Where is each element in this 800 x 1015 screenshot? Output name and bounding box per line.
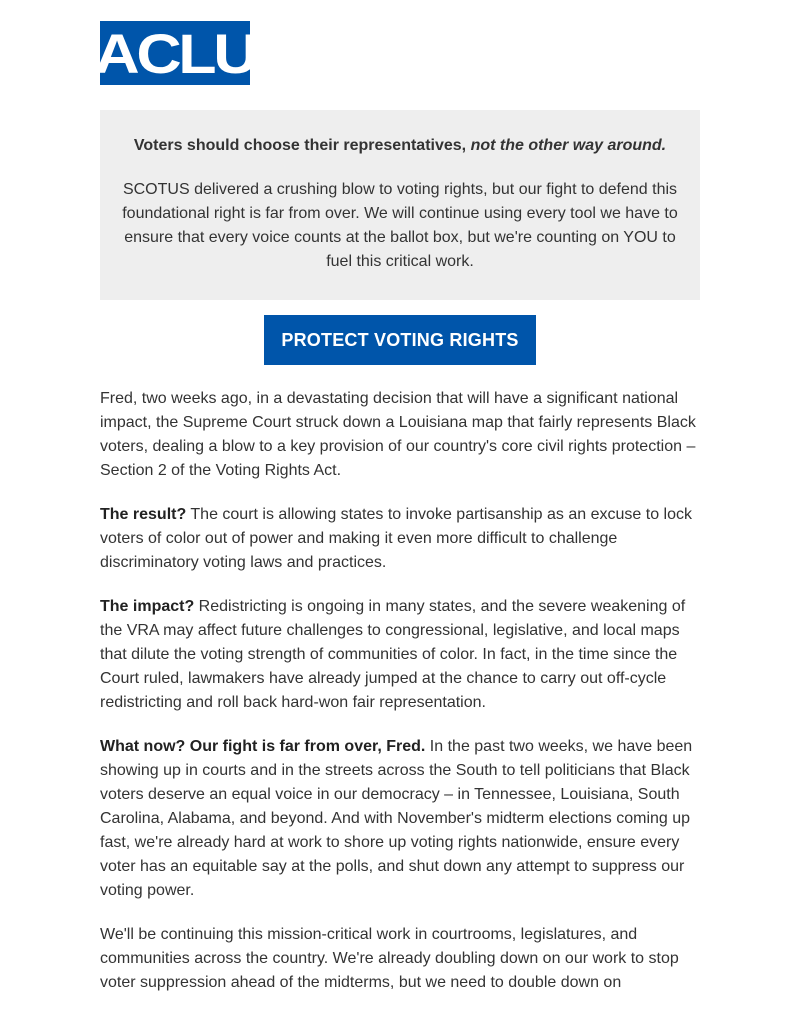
what-now-body: In the past two weeks, we have been showing up in courts and in the streets across the South to tell politicians that Black voters deserve an equal voice in our democracy – in Tennessee, Louisiana, South Carolina, Alabama, and beyond. And with November's midterm elections coming up fast, we're already hard at work to shore up voting rights nationwide, ensure every voter has an equitable say at the polls, and shut down any attempt to suppress our voting power. [100, 738, 693, 899]
callout-body: SCOTUS delivered a crushing blow to voting rights, but our fight to defend this foundational right is far from over. We will continue using every tool we have to ensure that every voice counts at the ballot box, but we're counting on YOU to fuel this critical work. [122, 181, 678, 270]
impact-lead: The impact? [100, 598, 195, 615]
impact-body: Redistricting is ongoing in many states, and the severe weakening of the VRA may affect future challenges to congressional, legislative, and local maps that dilute the voting strength of communities of color. In fact, in the time since the Court ruled, lawmakers have already jumped at the chance to carry out off-cycle redistricting and roll back hard-won fair representation. [100, 598, 686, 711]
result-body: The court is allowing states to invoke partisanship as an excuse to lock voters of color out of power and making it even more difficult to challenge discriminatory voting laws and practices. [100, 506, 692, 571]
callout-headline-italic: not the other way around. [470, 137, 667, 154]
what-now-lead: What now? Our fight is far from over, Fred. [100, 738, 426, 755]
aclu-logo[interactable] [94, 21, 256, 85]
result-paragraph [100, 503, 700, 575]
continuing-paragraph: We'll be continuing this mission-critical work in courtrooms, legislatures, and communities across the country. We're already doubling down on our work to stop voter suppression ahead of the midterms, but we need to double down on [100, 926, 679, 991]
protect-voting-rights-button[interactable]: PROTECT VOTING RIGHTS [264, 315, 536, 365]
logo-text: ACLU [94, 22, 256, 85]
email-body [100, 387, 700, 1015]
impact-paragraph [100, 595, 700, 715]
callout-box [100, 110, 700, 300]
intro-paragraph: Fred, two weeks ago, in a devastating decision that will have a significant national impact, the Supreme Court struck down a Louisiana map that fairly represents Black voters, dealing a blow to a key provision of our country's core civil rights protection – Section 2 of the Voting Rights Act. [100, 390, 696, 479]
callout-headline [122, 134, 678, 158]
result-lead: The result? [100, 506, 187, 523]
what-now-paragraph [100, 735, 700, 903]
callout-headline-bold: Voters should choose their representatives, [133, 137, 471, 154]
